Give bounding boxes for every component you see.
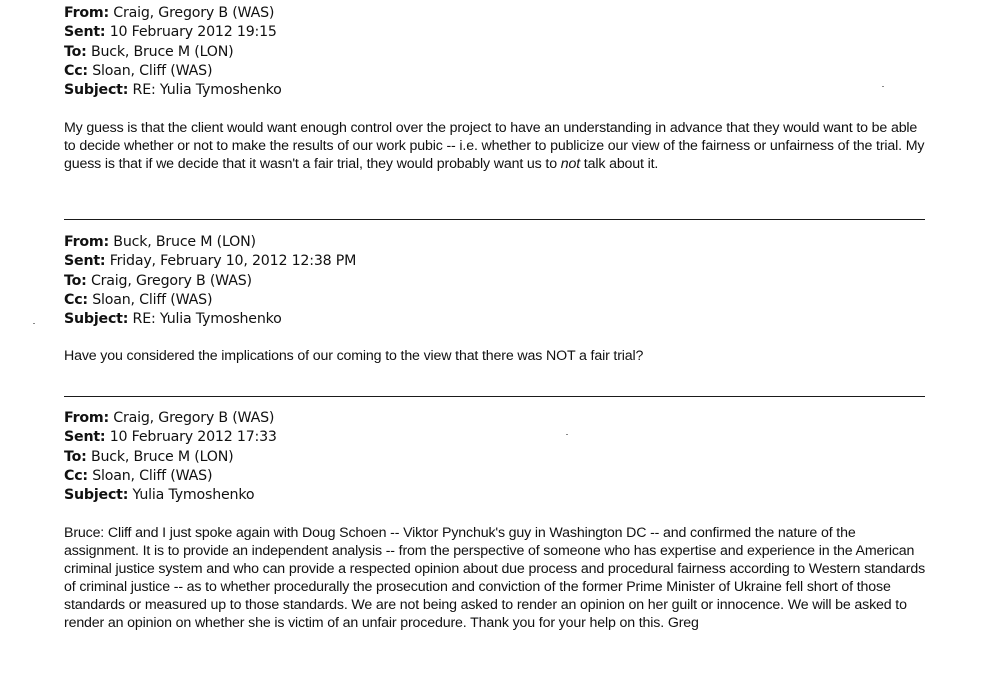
from-label: From:	[64, 410, 109, 426]
subject-label: Subject:	[64, 311, 129, 328]
email-2-headers	[64, 233, 926, 329]
email-3-from-line	[64, 409, 926, 428]
divider-1	[64, 219, 925, 220]
email-3-subject: Yulia Tymoshenko	[132, 487, 255, 504]
email-1-body-emphasis: not	[560, 156, 581, 173]
email-3-from: Craig, Gregory B (WAS)	[113, 410, 275, 426]
to-label: To:	[64, 448, 87, 465]
email-3-subject-line	[64, 486, 926, 505]
sent-label: Sent:	[64, 253, 106, 270]
email-1-body-post: talk about it.	[580, 156, 659, 173]
divider-2	[64, 396, 925, 397]
email-2-sent: Friday, February 10, 2012 12:38 PM	[109, 253, 357, 270]
email-3-to: Buck, Bruce M (LON)	[90, 448, 234, 465]
email-2-subject: RE: Yulia Tymoshenko	[132, 311, 282, 328]
email-2-cc-line	[64, 291, 926, 310]
scan-speck	[882, 86, 884, 87]
subject-label: Subject:	[64, 487, 129, 504]
email-1-cc: Sloan, Cliff (WAS)	[92, 62, 213, 79]
cc-label: Cc:	[64, 467, 88, 484]
email-3-cc-line	[64, 467, 926, 486]
email-3	[64, 409, 926, 633]
email-2-to-line	[64, 272, 926, 291]
email-1	[64, 4, 926, 174]
to-label: To:	[64, 272, 87, 289]
email-1-body-pre: My guess is that the client would want enough control over the project to have an understanding in advance that they would want to be able to decide whether or not to make the results of our work pubic -- i.e. whether to publicize our view of the fairness or unfairness of the trial. My guess is that if we decide that it wasn't a fair trial, they would probably want us to	[64, 120, 925, 173]
from-label: From:	[64, 234, 109, 250]
scan-speck	[566, 434, 568, 435]
email-1-subject: RE: Yulia Tymoshenko	[132, 82, 282, 99]
email-3-sent-line	[64, 428, 926, 447]
email-3-to-line	[64, 448, 926, 467]
email-1-from-line	[64, 4, 926, 23]
email-3-body: Bruce: Cliff and I just spoke again with Doug Schoen -- Viktor Pynchuk's guy in Washington DC -- and confirmed the nature of the assignment. It is to provide an independent analysis -- from the perspective of someone who has expertise and experience in the American criminal justice system and who can provide a respected opinion about due process and procedural fairness according to Western standards of criminal justice -- as to whether procedurally the prosecution and conviction of the former Prime Minister of Ukraine fell short of those standards or measured up to those standards. We are not being asked to render an opinion on her guilt or innocence. We will be asked to render an opinion on whether she is victim of an unfair procedure. Thank you for your help on this. Greg	[64, 525, 926, 632]
email-1-from: Craig, Gregory B (WAS)	[113, 5, 275, 21]
scan-speck	[33, 323, 35, 324]
email-1-headers	[64, 4, 926, 100]
email-2-subject-line	[64, 310, 926, 329]
email-2-to: Craig, Gregory B (WAS)	[90, 272, 252, 289]
email-1-sent-line	[64, 23, 926, 42]
email-2-sent-line	[64, 252, 926, 271]
email-3-headers	[64, 409, 926, 505]
email-3-sent: 10 February 2012 17:33	[109, 429, 277, 446]
email-2-from: Buck, Bruce M (LON)	[113, 234, 256, 250]
email-1-sent: 10 February 2012 19:15	[109, 24, 277, 41]
email-1-subject-line	[64, 81, 926, 100]
email-1-body	[64, 120, 926, 174]
email-2	[64, 233, 926, 366]
from-label: From:	[64, 5, 109, 21]
email-2-from-line	[64, 233, 926, 252]
email-3-cc: Sloan, Cliff (WAS)	[92, 467, 213, 484]
subject-label: Subject:	[64, 82, 129, 99]
email-1-to: Buck, Bruce M (LON)	[90, 43, 234, 60]
email-2-cc: Sloan, Cliff (WAS)	[92, 291, 213, 308]
sent-label: Sent:	[64, 24, 106, 41]
cc-label: Cc:	[64, 62, 88, 79]
sent-label: Sent:	[64, 429, 106, 446]
cc-label: Cc:	[64, 291, 88, 308]
email-2-body: Have you considered the implications of our coming to the view that there was NOT a fair trial?	[64, 348, 644, 365]
email-1-cc-line	[64, 62, 926, 81]
email-1-to-line	[64, 43, 926, 62]
to-label: To:	[64, 43, 87, 60]
